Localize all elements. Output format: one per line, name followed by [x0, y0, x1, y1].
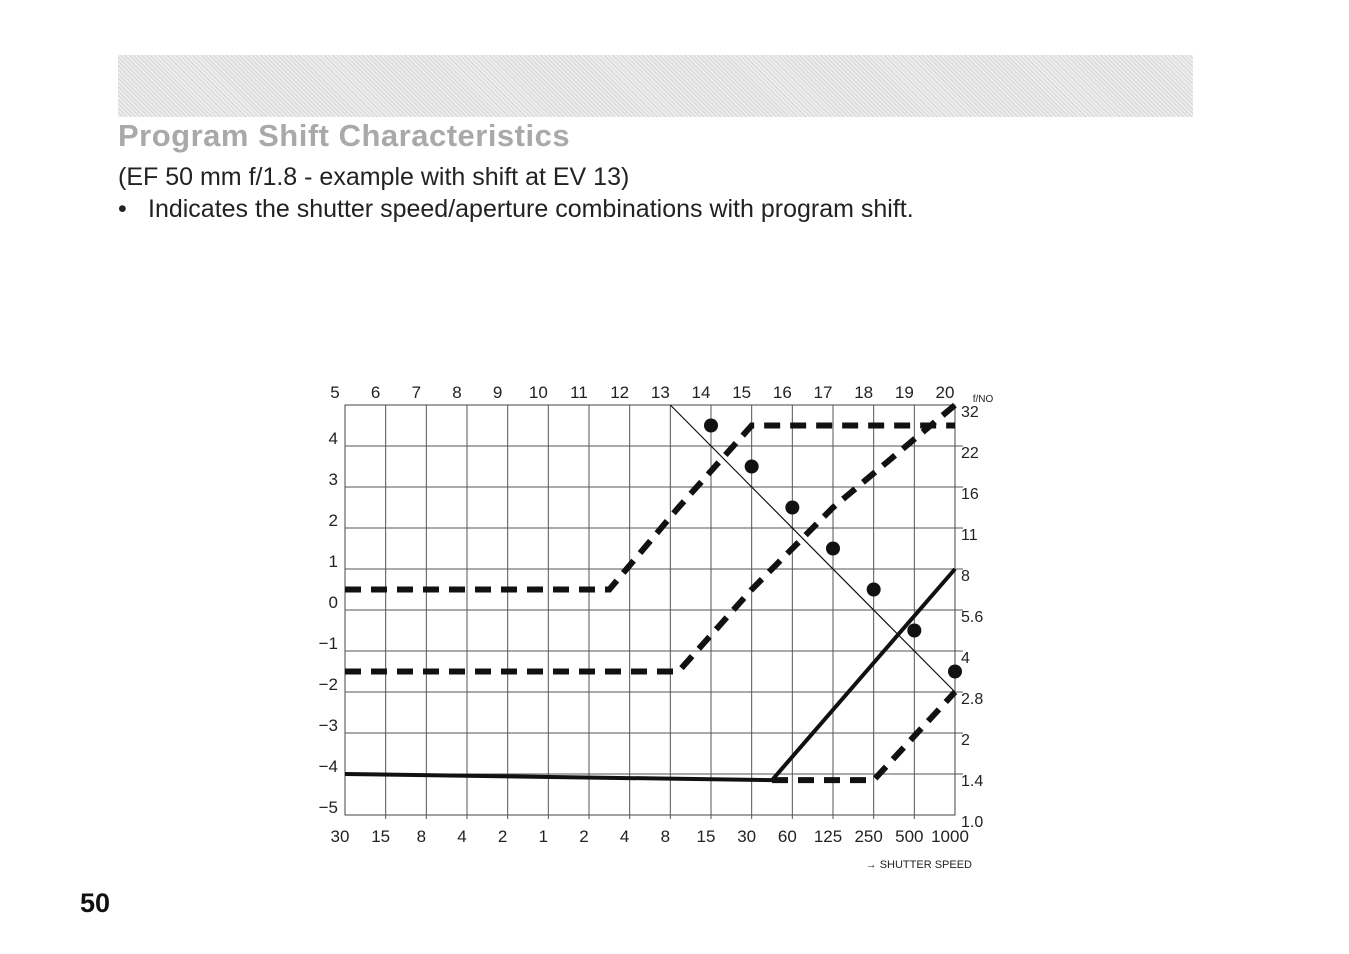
shift-point: [785, 501, 799, 515]
legend-note-text: Indicates the shutter speed/aperture combinations with program shift.: [148, 195, 914, 223]
top-axis-unit: f/NO: [972, 394, 994, 405]
left-tick-label: −3: [318, 716, 338, 735]
series-line-dashed: [345, 426, 955, 590]
series-line-solid: [345, 569, 955, 780]
shift-point: [867, 583, 881, 597]
right-tick-label: 11: [961, 527, 978, 544]
top-tick-label: 16: [772, 383, 792, 402]
left-tick-label: −5: [318, 798, 338, 817]
bottom-tick-label: 4: [619, 827, 630, 846]
shift-point: [745, 460, 759, 474]
bottom-tick-label: 500: [895, 827, 924, 846]
bottom-tick-label: 1: [538, 827, 549, 846]
page-number: 50: [80, 888, 111, 918]
series-line-thin: [670, 405, 955, 692]
bottom-tick-label: 1000: [931, 827, 969, 846]
right-tick-label: 2.8: [961, 691, 984, 708]
top-tick-label: 10: [528, 383, 548, 402]
top-tick-label: 5: [330, 383, 340, 402]
right-tick-label: 1.0: [961, 814, 984, 831]
right-tick-label: 16: [961, 486, 979, 503]
left-tick-label: 0: [328, 593, 338, 612]
bottom-tick-label: 2: [579, 827, 589, 846]
left-tick-label: −4: [318, 757, 338, 776]
right-tick-label: 22: [961, 445, 979, 462]
shift-point: [826, 542, 840, 556]
right-tick-label: 4: [961, 650, 970, 667]
shift-point: [948, 665, 962, 679]
bottom-tick-label: 60: [777, 827, 797, 846]
right-tick-label: 5.6: [961, 609, 984, 626]
page-title: Program Shift Characteristics: [118, 118, 571, 153]
shift-point: [907, 624, 921, 638]
x-axis-label: → SHUTTER SPEED: [865, 859, 972, 871]
top-tick-label: 8: [452, 383, 462, 402]
bottom-tick-label: 250: [854, 827, 883, 846]
right-tick-label: 2: [961, 732, 970, 749]
left-tick-label: −2: [318, 675, 338, 694]
top-tick-label: 18: [854, 383, 874, 402]
left-tick-label: 4: [328, 429, 338, 448]
series-line-dashed: [345, 405, 955, 672]
top-tick-label: 19: [894, 383, 914, 402]
right-tick-label: 32: [961, 404, 979, 421]
top-tick-label: 7: [411, 383, 422, 402]
top-tick-label: 9: [492, 383, 503, 402]
left-tick-label: −1: [318, 634, 338, 653]
left-tick-label: 1: [328, 552, 338, 571]
shift-point: [704, 419, 718, 433]
left-tick-label: 3: [328, 470, 338, 489]
bottom-tick-label: 2: [497, 827, 508, 846]
bottom-tick-label: 30: [737, 827, 757, 846]
top-tick-label: 6: [370, 383, 381, 402]
page-subtitle: (EF 50 mm f/1.8 - example with shift at EV 13): [118, 163, 630, 191]
bottom-tick-label: 125: [813, 827, 843, 846]
bottom-tick-label: 8: [416, 827, 427, 846]
top-tick-label: 13: [650, 383, 670, 402]
top-tick-label: 14: [691, 383, 711, 402]
top-tick-label: 17: [813, 383, 833, 402]
bottom-tick-label: 15: [371, 827, 391, 846]
right-tick-label: 8: [961, 568, 970, 585]
top-tick-label: 11: [570, 383, 588, 402]
bottom-tick-label: 8: [660, 827, 671, 846]
bullet-dot: •: [118, 195, 127, 223]
top-tick-label: 12: [610, 383, 630, 402]
bottom-tick-label: 4: [457, 827, 467, 846]
series-line-dashed: [772, 692, 955, 780]
bottom-tick-label: 30: [330, 827, 350, 846]
left-tick-label: 2: [328, 511, 338, 530]
top-tick-label: 20: [935, 383, 955, 402]
bottom-tick-label: 15: [696, 827, 716, 846]
right-tick-label: 1.4: [961, 773, 984, 790]
top-tick-label: 15: [732, 383, 752, 402]
